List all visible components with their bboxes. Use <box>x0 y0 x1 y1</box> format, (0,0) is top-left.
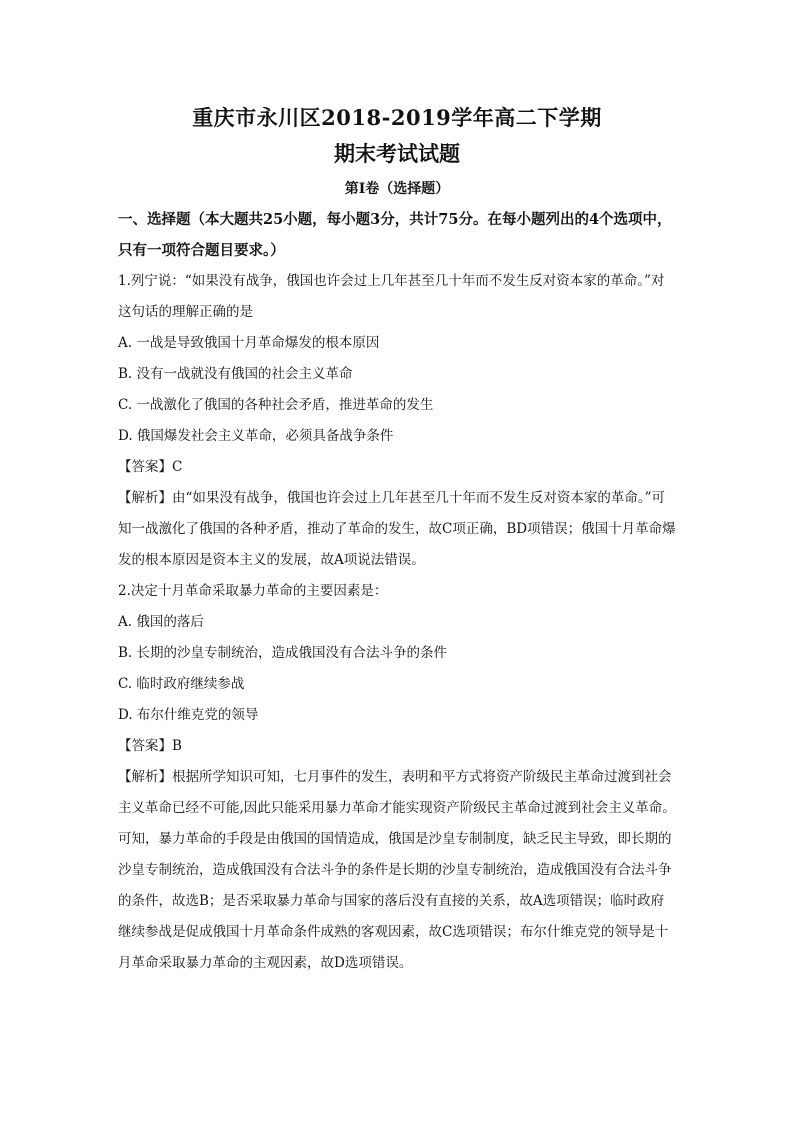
analysis-text: 由“如果没有战争，俄国也许会过上几年甚至几十年而不发生反对资本家的革命。”可知一战激化了俄国的各种矛盾，推动了革命的发生，故C项正确，BD项错误；俄国十月革命爆发的根本原因是资本主义的发展，故A项说法错误。 <box>118 490 676 568</box>
option-a: A. 俄国的落后 <box>118 614 204 630</box>
answer-label: 【答案】 <box>118 738 172 754</box>
analysis-text: 根据所学知识可知，七月事件的发生，表明和平方式将资产阶级民主革命过渡到社会主义革命已经不可能,因此只能采用暴力革命才能实现资产阶级民主革命过渡到社会主义革命。可知，暴力革命的手段是由俄国的国情造成，俄国是沙皇专制制度，缺乏民主导致，即长期的沙皇专制统治，造成俄国没有合法斗争的条件是长期的沙皇专制统治，造成俄国没有合法斗争的条件，故选B；是否采取暴力革命与国家的落后没有直接的关系，故A选项错误；临时政府继续参战是促成俄国十月革命条件成熟的客观因素，故C选项错误；布尔什维克党的领导是十月革命采取暴力革命的主观因素，故D选项错误。 <box>118 769 676 971</box>
option-a: A. 一战是导致俄国十月革命爆发的根本原因 <box>118 335 380 351</box>
answer-line <box>118 731 676 762</box>
option-d: D. 俄国爆发社会主义革命，必须具备战争条件 <box>118 428 394 444</box>
answer-value: C <box>172 459 183 475</box>
document-title: 重庆市永川区2018-2019学年高二下学期 <box>192 105 602 130</box>
answer-label: 【答案】 <box>118 459 172 475</box>
analysis-para <box>118 483 676 576</box>
option-c: C. 临时政府继续参战 <box>118 676 245 692</box>
analysis-label: 【解析】 <box>118 769 172 785</box>
question-2 <box>118 576 676 979</box>
document-subtitle: 期末考试试题 <box>334 141 460 166</box>
volume-label: 第Ⅰ卷（选择题） <box>344 181 450 197</box>
option-b: B. 长期的沙皇专制统治，造成俄国没有合法斗争的条件 <box>118 645 448 661</box>
option-b: B. 没有一战就没有俄国的社会主义革命 <box>118 366 353 382</box>
option-d: D. 布尔什维克党的领导 <box>118 707 259 723</box>
question-stem: 2.决定十月革命采取暴力革命的主要因素是： <box>118 583 388 599</box>
section-heading: 一、选择题（本大题共25小题，每小题3分，共计75分。在每小题列出的4个选项中，只有一项符合题目要求。） <box>118 211 672 259</box>
option-c: C. 一战激化了俄国的各种社会矛盾，推进革命的发生 <box>118 397 434 413</box>
answer-value: B <box>172 738 182 754</box>
question-1 <box>118 266 676 576</box>
analysis-label: 【解析】 <box>118 490 172 506</box>
analysis-para <box>118 762 676 979</box>
question-stem: 1.列宁说：“如果没有战争，俄国也许会过上几年甚至几十年而不发生反对资本家的革命。”对这句话的理解正确的是 <box>118 273 665 320</box>
answer-line <box>118 452 676 483</box>
